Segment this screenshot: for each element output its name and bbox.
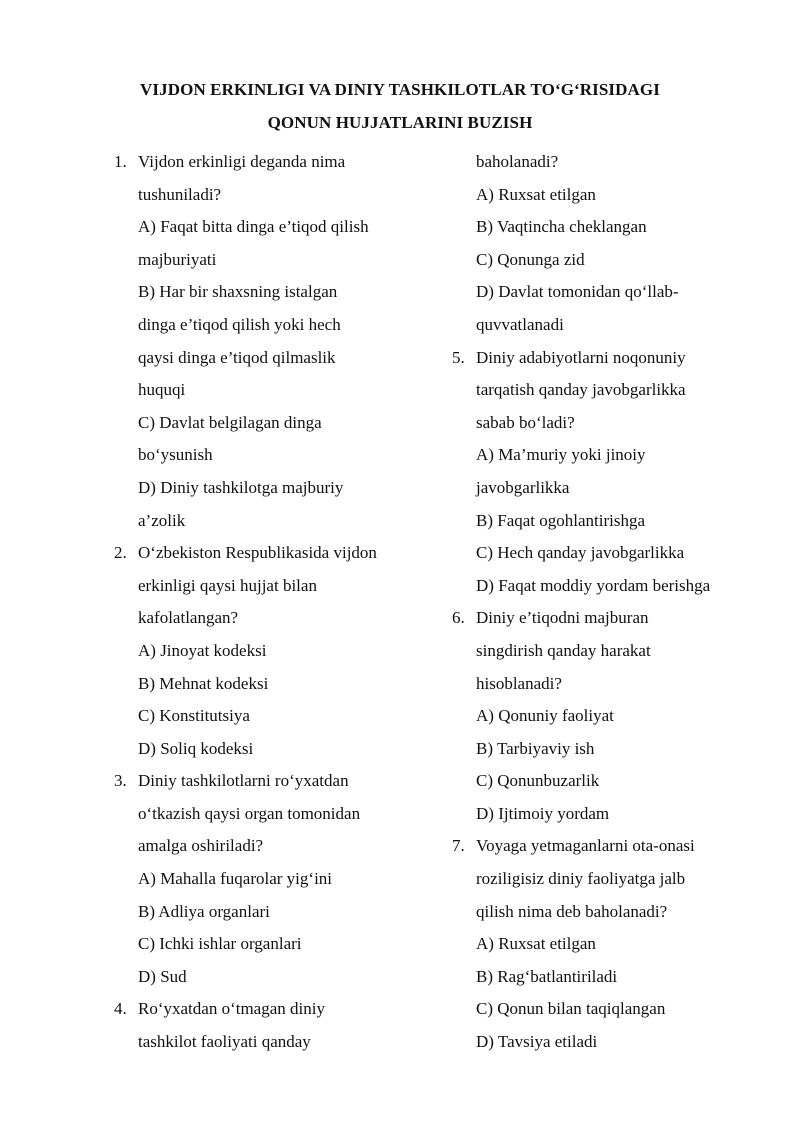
option-d xyxy=(476,276,792,341)
option-text: javobgarlikka xyxy=(476,477,570,497)
option-d: D) Ijtimoiy yordam xyxy=(476,803,610,823)
option-a: A) Ruxsat etilgan xyxy=(476,934,596,954)
option-text: C) Davlat belgilagan dinga xyxy=(138,412,322,432)
option-text: qaysi dinga e’tiqod qilmaslik xyxy=(138,347,336,367)
option-c: C) Hech qanday javobgarlikka xyxy=(476,543,685,563)
question-number: 2. xyxy=(114,543,127,563)
option-text: majburiyati xyxy=(138,249,217,269)
question-text: Vijdon erkinligi deganda nima xyxy=(138,152,346,171)
title-line-1: VIJDON ERKINLIGI VA DINIY TASHKILOTLAR TO‘G‘RISIDAGI xyxy=(140,80,660,99)
question-6 xyxy=(452,602,792,830)
option-d: D) Soliq kodeksi xyxy=(138,738,254,758)
option-b: B) Adliya organlari xyxy=(138,901,270,921)
question-text: singdirish qanday harakat xyxy=(476,640,651,660)
option-a: A) Ruxsat etilgan xyxy=(476,184,596,204)
question-text: kafolatlangan? xyxy=(138,608,239,628)
option-d: D) Faqat moddiy yordam berishga xyxy=(476,575,711,595)
right-column xyxy=(452,146,792,1059)
question-text: Diniy adabiyotlarni noqonuniy xyxy=(476,347,686,367)
option-text: dinga e’tiqod qilish yoki hech xyxy=(138,314,341,334)
option-b: B) Mehnat kodeksi xyxy=(138,673,269,693)
question-text: sabab bo‘ladi? xyxy=(476,412,575,432)
page-title xyxy=(0,74,800,139)
question-text: Voyaga yetmaganlarni ota-onasi xyxy=(476,836,695,856)
option-text: huquqi xyxy=(138,380,186,400)
question-number: 5. xyxy=(452,347,465,367)
option-text: D) Davlat tomonidan qo‘llab- xyxy=(476,282,679,302)
question-5 xyxy=(452,342,792,603)
question-text: O‘zbekiston Respublikasida vijdon xyxy=(138,543,377,563)
option-c: C) Konstitutsiya xyxy=(138,706,250,726)
option-text: D) Diniy tashkilotga majburiy xyxy=(138,477,344,497)
option-a xyxy=(476,439,792,504)
question-text: qilish nima deb baholanadi? xyxy=(476,901,668,921)
option-a: A) Jinoyat kodeksi xyxy=(138,640,267,660)
option-a xyxy=(138,211,434,276)
option-text: A) Ma’muriy yoki jinoiy xyxy=(476,445,646,465)
question-number: 7. xyxy=(452,836,465,856)
question-text: erkinligi qaysi hujjat bilan xyxy=(138,575,317,595)
question-number: 3. xyxy=(114,771,127,791)
option-b: B) Tarbiyaviy ish xyxy=(476,738,595,758)
option-c: C) Qonun bilan taqiqlangan xyxy=(476,999,666,1019)
question-1 xyxy=(114,146,434,537)
option-c: C) Ichki ishlar organlari xyxy=(138,934,302,954)
question-7 xyxy=(452,830,792,1058)
option-d xyxy=(138,472,434,537)
option-text: B) Har bir shaxsning istalgan xyxy=(138,282,338,302)
option-text: bo‘ysunish xyxy=(138,445,213,465)
option-text: A) Faqat bitta dinga e’tiqod qilish xyxy=(138,217,369,237)
question-number: 1. xyxy=(114,152,127,171)
option-text: quvvatlanadi xyxy=(476,314,564,334)
question-4-continued xyxy=(452,146,792,342)
option-b: B) Rag‘batlantiriladi xyxy=(476,966,618,986)
option-d: D) Tavsiya etiladi xyxy=(476,1032,598,1052)
option-b: B) Vaqtincha cheklangan xyxy=(476,217,647,237)
question-number: 4. xyxy=(114,999,127,1019)
question-text: o‘tkazish qaysi organ tomonidan xyxy=(138,803,361,823)
question-text: tashkilot faoliyati qanday xyxy=(138,1032,311,1052)
question-text: Ro‘yxatdan o‘tmagan diniy xyxy=(138,999,325,1019)
option-c: C) Qonunbuzarlik xyxy=(476,771,600,791)
question-text: amalga oshiriladi? xyxy=(138,836,264,856)
option-d: D) Sud xyxy=(138,966,187,986)
question-text: Diniy tashkilotlarni ro‘yxatdan xyxy=(138,771,349,791)
question-text: Diniy e’tiqodni majburan xyxy=(476,608,649,628)
title-line-2: QONUN HUJJATLARINI BUZISH xyxy=(267,112,533,132)
option-b: B) Faqat ogohlantirishga xyxy=(476,510,646,530)
option-a: A) Mahalla fuqarolar yig‘ini xyxy=(138,869,333,889)
question-text: hisoblanadi? xyxy=(476,673,562,693)
question-number: 6. xyxy=(452,608,465,628)
question-3 xyxy=(114,765,434,993)
option-a: A) Qonuniy faoliyat xyxy=(476,706,614,726)
option-text: a’zolik xyxy=(138,510,186,530)
question-text: tarqatish qanday javobgarlikka xyxy=(476,380,686,400)
question-text: baholanadi? xyxy=(476,152,559,171)
option-c xyxy=(138,407,434,472)
option-b xyxy=(138,276,434,406)
question-4 xyxy=(114,993,434,1058)
left-column xyxy=(114,146,434,1059)
question-2 xyxy=(114,537,434,765)
question-text: tushuniladi? xyxy=(138,184,222,204)
option-c: C) Qonunga zid xyxy=(476,249,585,269)
question-text: roziligisiz diniy faoliyatga jalb xyxy=(476,869,686,889)
